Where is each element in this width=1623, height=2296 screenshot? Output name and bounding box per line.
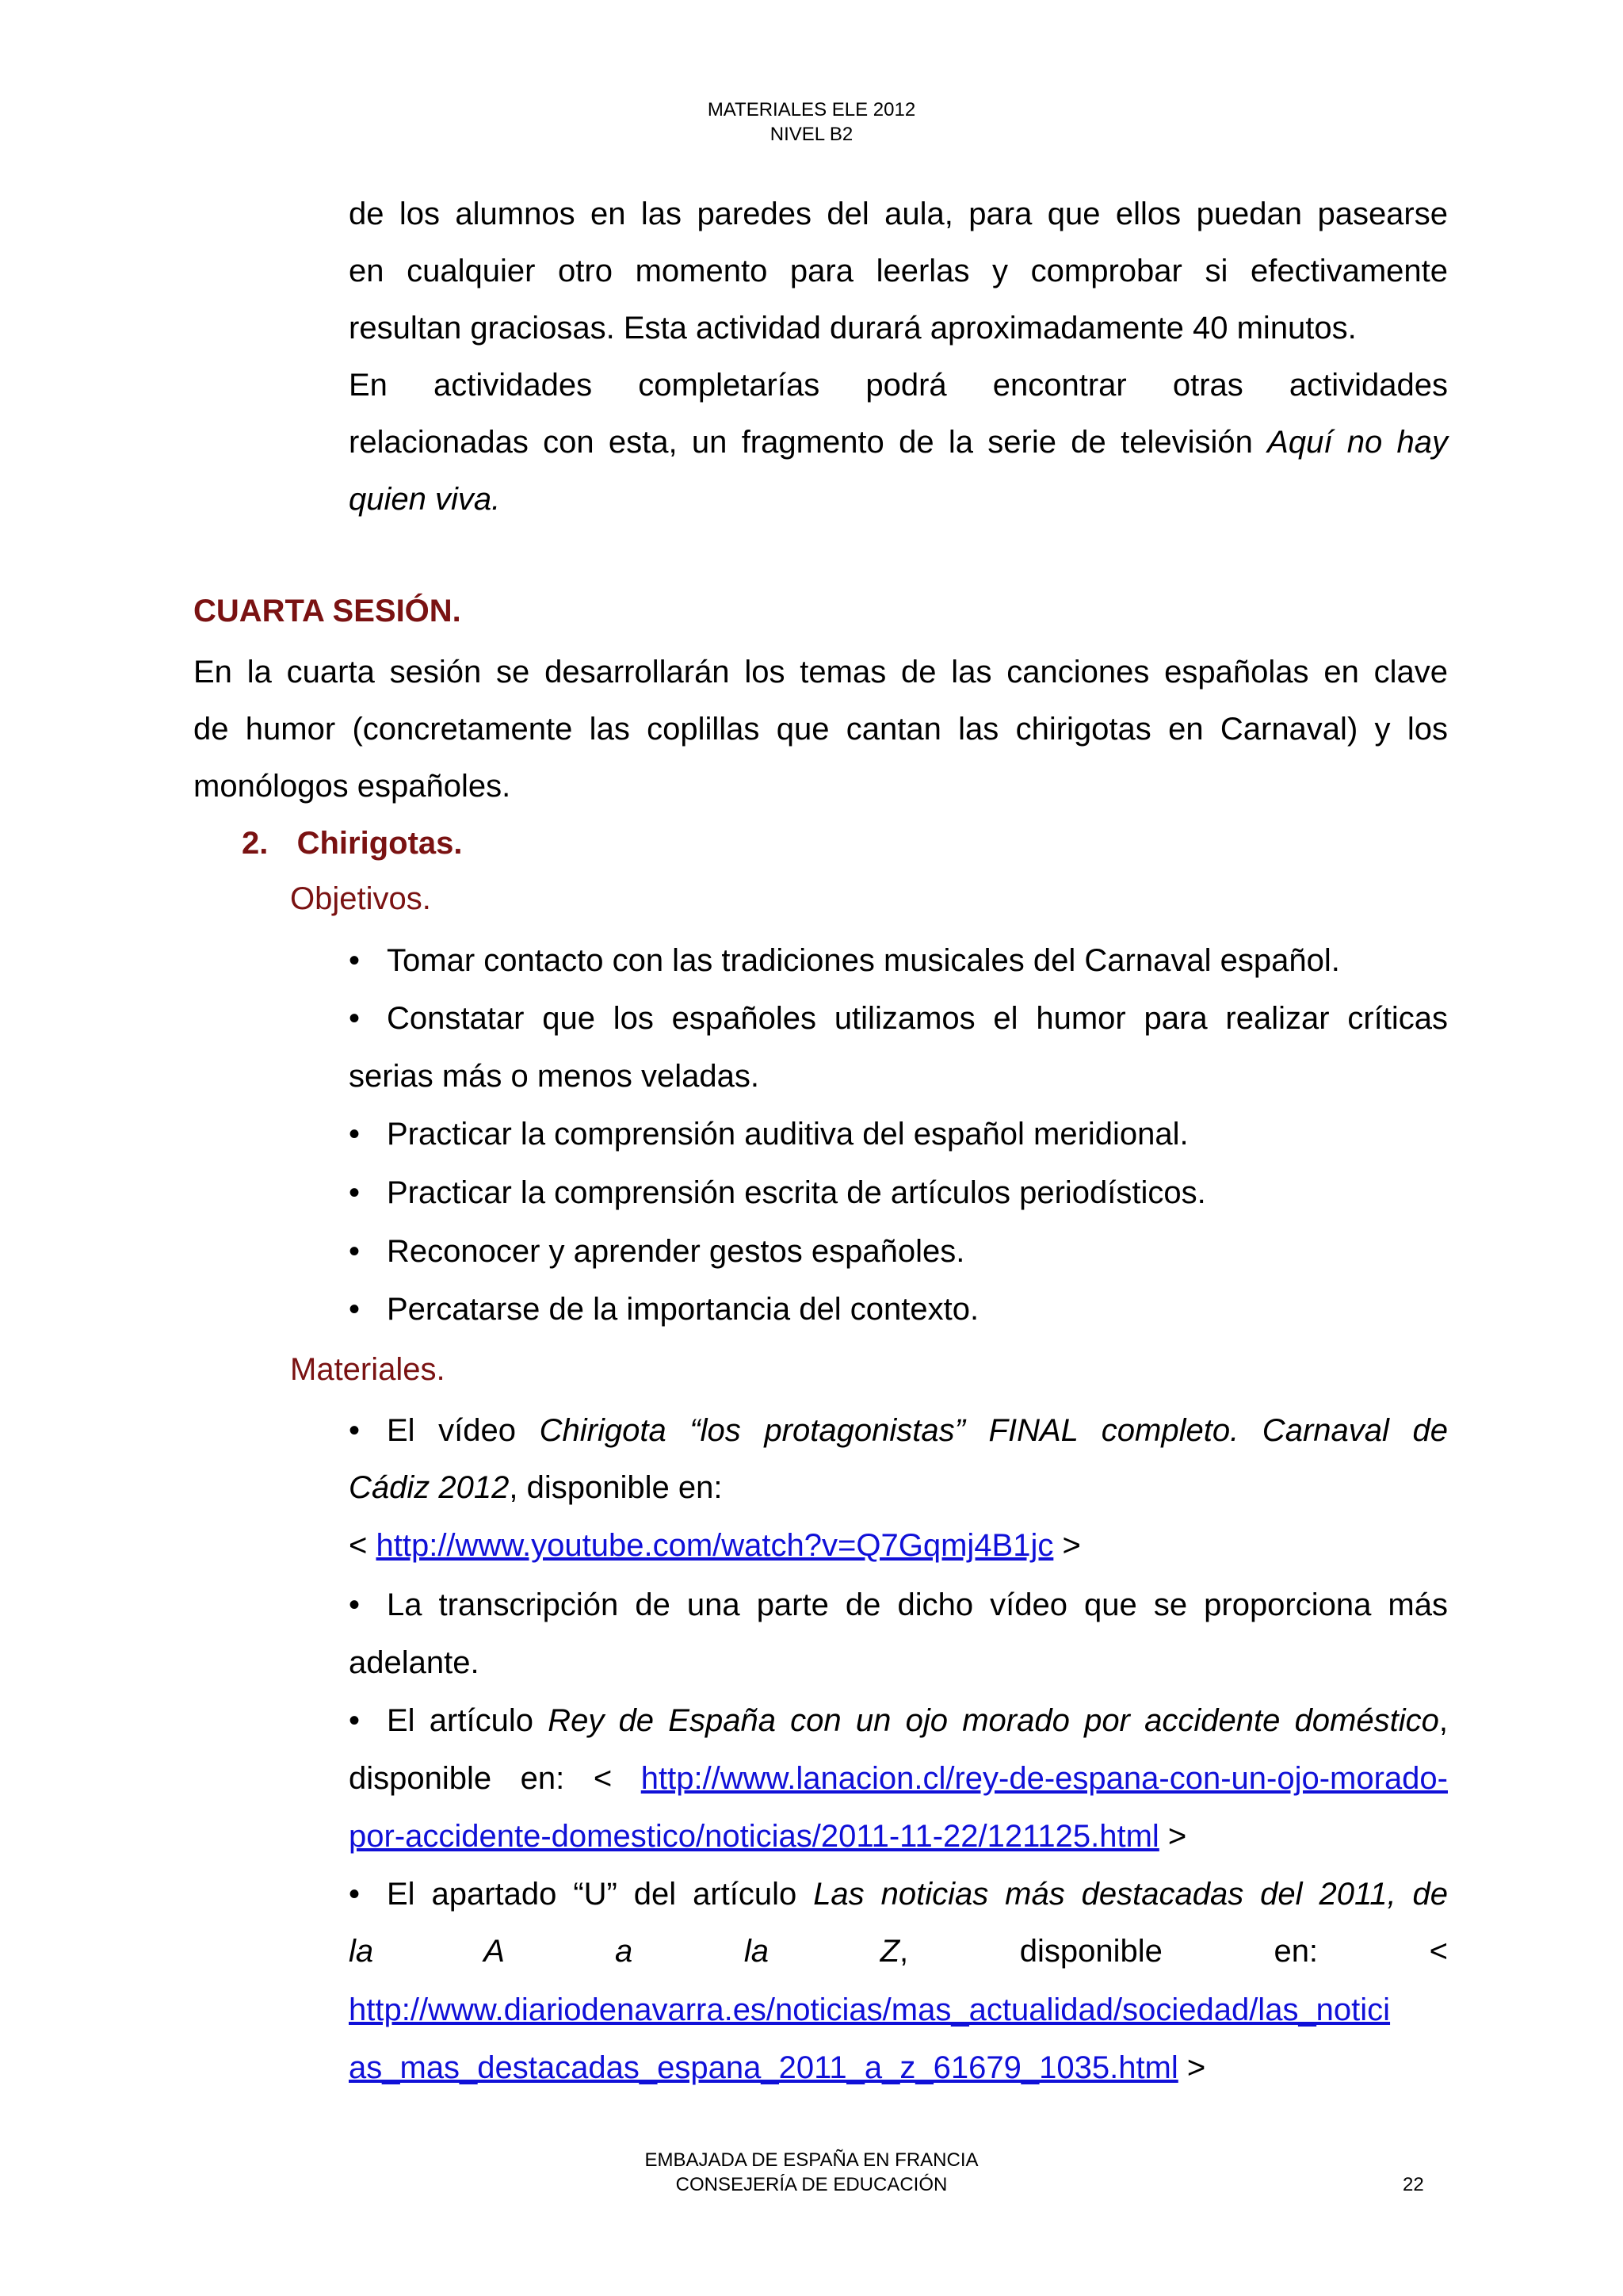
objectives-label: Objetivos. [290,881,431,916]
material-item: • El artículo Rey de España con un ojo morado por accidente doméstico, [349,1703,1448,1738]
objective-item-continued: serias más o menos veladas. [349,1059,760,1094]
material-link-line: as_mas_destacadas_espana_2011_a_z_61679_1035.html > [349,2050,1206,2085]
session-line-1: En la cuarta sesión se desarrollarán los temas de las canciones españolas en clave [193,655,1448,690]
intro-line-3: resultan graciosas. Esta actividad durará aproximadamente 40 minutos. [349,311,1357,346]
article-title: Rey de España con un ojo morado por accidente doméstico [548,1703,1439,1738]
header-title: MATERIALES ELE 2012 [707,99,916,120]
video-title: Chirigota “los protagonistas” FINAL completo. Carnaval de [539,1413,1448,1448]
session-paragraph [193,644,1448,815]
footer-embassy: EMBAJADA DE ESPAÑA EN FRANCIA [644,2149,979,2171]
lanacion-link[interactable]: http://www.lanacion.cl/rey-de-espana-con-un-ojo-morado- [640,1761,1448,1796]
youtube-link[interactable]: http://www.youtube.com/watch?v=Q7Gqmj4B1jc [376,1528,1054,1563]
page-number: 22 [1403,2174,1424,2195]
material-item-continued: la A a la Z, disponible en: < [349,1934,1448,1969]
video-title-end: Cádiz 2012 [349,1470,510,1505]
session-heading: CUARTA SESIÓN. [193,594,461,628]
section-title: Chirigotas. [296,826,463,861]
intro-line-5 [349,414,1448,471]
objective-item: • Practicar la comprensión escrita de artículos periodísticos. [349,1175,1206,1210]
intro-line-4: En actividades completarías podrá encontrar otras actividades [349,368,1448,403]
intro-line-6 [349,471,1448,528]
footer-department: CONSEJERÍA DE EDUCACIÓN [675,2174,948,2195]
intro-paragraph [349,185,1448,528]
intro-line-5-text: relacionadas con esta, un fragmento de la serie de televisión [349,425,1268,460]
article-title: Las noticias más destacadas del 2011, de [813,1877,1449,1912]
series-title-end: quien viva. [349,482,501,517]
section-heading [242,819,463,867]
intro-line-1: de los alumnos en las paredes del aula, para que ellos puedan pasearse [349,197,1448,231]
diariodenavarra-link-end[interactable]: as_mas_destacadas_espana_2011_a_z_61679_1035.html [349,2050,1178,2085]
session-line-3: monólogos españoles. [193,769,511,804]
material-item-continued: Cádiz 2012, disponible en: [349,1470,723,1505]
article-title-end: la A a la Z [349,1934,900,1969]
objective-item: • Practicar la comprensión auditiva del español meridional. [349,1117,1189,1152]
objective-item: • Percatarse de la importancia del contexto. [349,1292,980,1327]
material-link-line: < http://www.youtube.com/watch?v=Q7Gqmj4B1jc > [349,1528,1081,1563]
material-item-continued: adelante. [349,1645,479,1680]
intro-line-2: en cualquier otro momento para leerlas y comprobar si efectivamente [349,254,1448,288]
objective-item: • Reconocer y aprender gestos españoles. [349,1234,965,1269]
material-item: • La transcripción de una parte de dicho vídeo que se proporciona más [349,1587,1448,1622]
header-level: NIVEL B2 [769,124,854,145]
objective-item: • Tomar contacto con las tradiciones musicales del Carnaval español. [349,943,1340,978]
material-link-line: por-accidente-domestico/noticias/2011-11-22/121125.html > [349,1819,1187,1854]
material-item: • El vídeo Chirigota “los protagonistas” FINAL completo. Carnaval de [349,1413,1448,1448]
objective-item: • Constatar que los españoles utilizamos el humor para realizar críticas [349,1001,1448,1036]
material-link-line: disponible en: < http://www.lanacion.cl/rey-de-espana-con-un-ojo-morado- [349,1761,1448,1796]
section-number: 2. [242,826,269,861]
lanacion-link-end[interactable]: por-accidente-domestico/noticias/2011-11-22/121125.html [349,1819,1159,1854]
diariodenavarra-link[interactable]: http://www.diariodenavarra.es/noticias/mas_actualidad/sociedad/las_notici [349,1992,1391,2027]
session-line-2: de humor (concretamente las coplillas que cantan las chirigotas en Carnaval) y los [193,712,1448,747]
material-link-line [349,1986,1390,2034]
material-item: • El apartado “U” del artículo Las noticias más destacadas del 2011, de [349,1877,1449,1912]
series-title: Aquí no hay [1267,425,1448,460]
materials-label: Materiales. [290,1352,445,1387]
